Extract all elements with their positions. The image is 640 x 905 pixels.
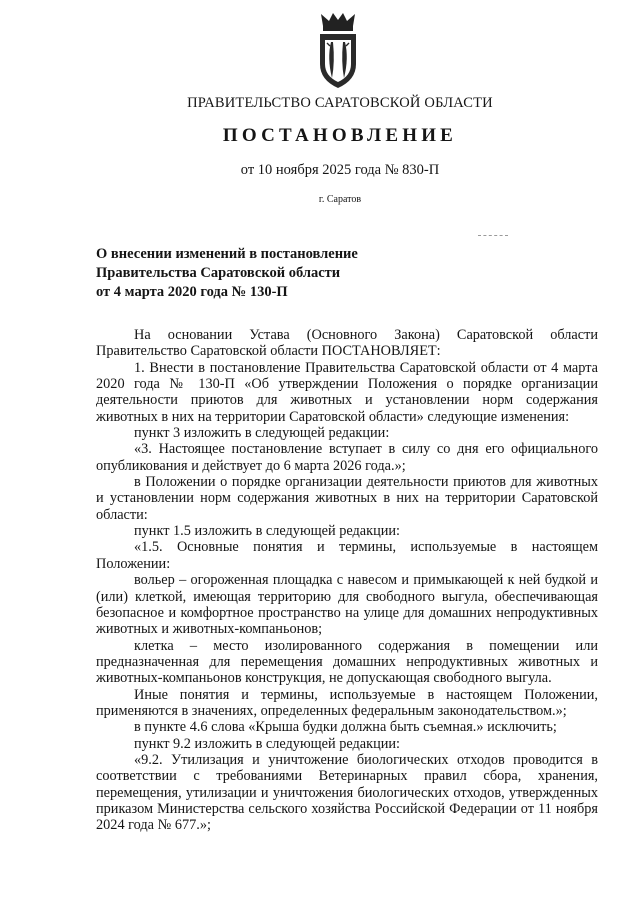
body-paragraph: 1. Внести в постановление Правительства Саратовской области от 4 марта 2020 года № 130-П «Об утверждении Положения о порядке организации деятельности приютов для животных и установлении норм содержания животных в них на территории Саратовской области» следующие изменения: bbox=[96, 359, 598, 425]
body-paragraph: «1.5. Основные понятия и термины, используемые в настоящем Положении: bbox=[96, 539, 598, 572]
document-subject bbox=[96, 245, 416, 302]
body-paragraph: пункт 1.5 изложить в следующей редакции: bbox=[134, 523, 401, 540]
subject-line: от 4 марта 2020 года № 130-П bbox=[96, 284, 288, 300]
body-paragraph: в пункте 4.6 слова «Крыша будки должна быть съемная.» исключить; bbox=[134, 719, 557, 736]
body-paragraph: пункт 9.2 изложить в следующей редакции: bbox=[134, 735, 401, 752]
body-paragraph: пункт 3 изложить в следующей редакции: bbox=[134, 425, 390, 442]
body-paragraph: «3. Настоящее постановление вступает в силу со дня его официального опубликования и действует до 6 марта 2026 года.»; bbox=[96, 441, 598, 474]
document-type-title: ПОСТАНОВЛЕНИЕ bbox=[222, 125, 458, 146]
saratov-oblast-coat-of-arms-icon bbox=[317, 12, 359, 90]
body-paragraph: Иные понятия и термины, используемые в настоящем Положении, применяются в значениях, определенных федеральным законодательством.»; bbox=[96, 686, 598, 719]
body-paragraph: «9.2. Утилизация и уничтожение биологических отходов проводится в соответствии с требованиями Ветеринарных правил сбора, хранения, перемещения, утилизации и уничтожения биологических отходов, утвержденных приказом Министерства сельского хозяйства Российской Федерации от 11 ноября 2024 года № 677.»; bbox=[96, 751, 598, 834]
government-name: ПРАВИТЕЛЬСТВО САРАТОВСКОЙ ОБЛАСТИ bbox=[187, 95, 493, 111]
subject-line: Правительства Саратовской области bbox=[96, 265, 341, 281]
body-paragraph: клетка – место изолированного содержания в помещении или предназначенная для перемещения домашних непродуктивных животных и животных-компаньонов конструкция, не допускающая свободного выгула. bbox=[96, 637, 598, 687]
scan-artifact-divider bbox=[478, 235, 508, 238]
document-city: г. Саратов bbox=[318, 194, 362, 205]
body-paragraph: вольер – огороженная площадка с навесом и примыкающей к ней будкой и (или) клеткой, имеющая территорию для свободного выгула, обеспечивающая безопасное и комфортное пространство на улице для домашних непродуктивных животных и животных-компаньонов; bbox=[96, 572, 598, 638]
body-paragraph: в Положении о порядке организации деятельности приютов для животных и установлении норм содержания животных в них на территории Саратовской области: bbox=[96, 474, 598, 523]
body-paragraph: На основании Устава (Основного Закона) Саратовской области Правительство Саратовской области ПОСТАНОВЛЯЕТ: bbox=[96, 327, 598, 360]
subject-line: О внесении изменений в постановление bbox=[96, 246, 358, 262]
document-body bbox=[96, 327, 598, 834]
document-date-number: от 10 ноября 2025 года № 830-П bbox=[240, 162, 440, 178]
